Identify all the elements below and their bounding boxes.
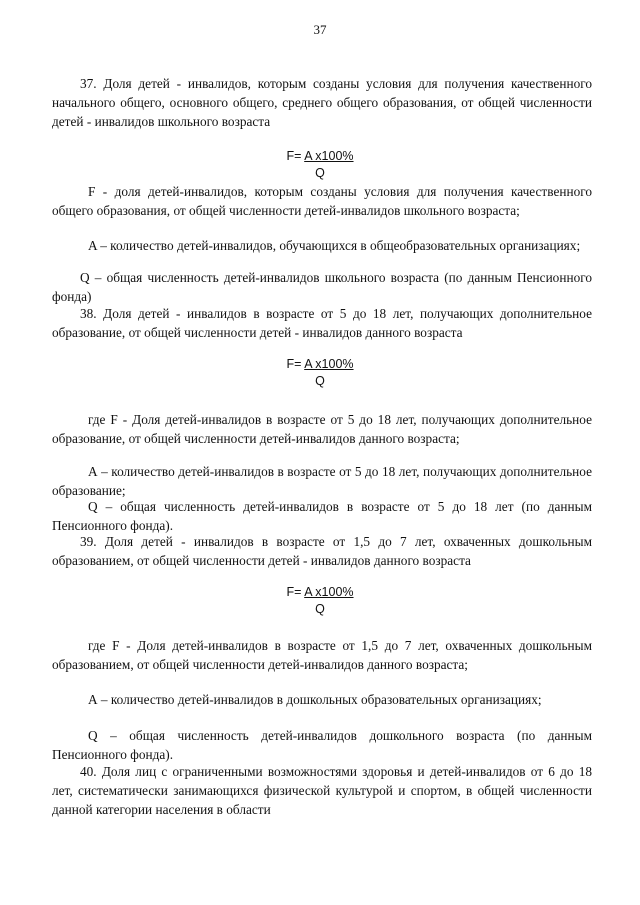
item-39-def-f: где F - Доля детей-инвалидов в возрасте от 1,5 до 7 лет, охваченных дошкольным образованием, от общей численности детей-инвалидов данного возраста; <box>52 638 592 673</box>
item-37-def-a: A – количество детей-инвалидов, обучающихся в общеобразовательных организациях; <box>88 238 581 253</box>
formula-numerator: A x100% <box>304 357 354 371</box>
formula-numerator: A x100% <box>304 585 354 599</box>
item-38-def-f: где F - Доля детей-инвалидов в возрасте от 5 до 18 лет, получающих дополнительное образование, от общей численности детей-инвалидов данного возраста; <box>52 412 592 447</box>
item-38-formula <box>0 356 640 390</box>
item-39-def-a: А – количество детей-инвалидов в дошкольных образовательных организациях; <box>88 692 542 707</box>
formula-left: F= <box>286 357 305 371</box>
formula-left: F= <box>286 149 305 163</box>
item-39-def-q: Q – общая численность детей-инвалидов дошкольного возраста (по данным Пенсионного фонда). <box>52 728 592 763</box>
item-39-formula <box>0 584 640 618</box>
formula-denominator: Q <box>315 166 325 180</box>
item-37-def-q: Q – общая численность детей-инвалидов школьного возраста (по данным Пенсионного фонда) <box>52 270 592 305</box>
item-37-heading: 37. Доля детей - инвалидов, которым созданы условия для получения качественного начального общего, основного общего, среднего общего образования, от общей численности детей - инвалидов школьного возраста <box>52 76 592 130</box>
page-number: 37 <box>313 22 327 37</box>
formula-denominator: Q <box>315 602 325 616</box>
item-37-formula <box>0 148 640 182</box>
item-37-def-f: F - доля детей-инвалидов, которым созданы условия для получения качественного общего образования, от общей численности детей-инвалидов школьного возраста; <box>52 184 592 219</box>
item-38-heading: 38. Доля детей - инвалидов в возрасте от 5 до 18 лет, получающих дополнительное образование, от общей численности детей - инвалидов данного возраста <box>52 306 592 341</box>
formula-denominator: Q <box>315 374 325 388</box>
item-39-heading: 39. Доля детей - инвалидов в возрасте от 1,5 до 7 лет, охваченных дошкольным образованием, от общей численности детей - инвалидов данного возраста <box>52 534 592 569</box>
formula-numerator: A x100% <box>304 149 354 163</box>
formula-left: F= <box>286 585 305 599</box>
item-38-def-a: А – количество детей-инвалидов в возрасте от 5 до 18 лет, получающих дополнительное образование; <box>52 464 592 499</box>
item-38-def-q: Q – общая численность детей-инвалидов в возрасте от 5 до 18 лет (по данным Пенсионного фонда). <box>52 499 592 534</box>
item-40-heading: 40. Доля лиц с ограниченными возможностями здоровья и детей-инвалидов от 6 до 18 лет, систематически занимающихся физической культурой и спортом, в общей численности данной категории населения в области <box>52 764 592 818</box>
